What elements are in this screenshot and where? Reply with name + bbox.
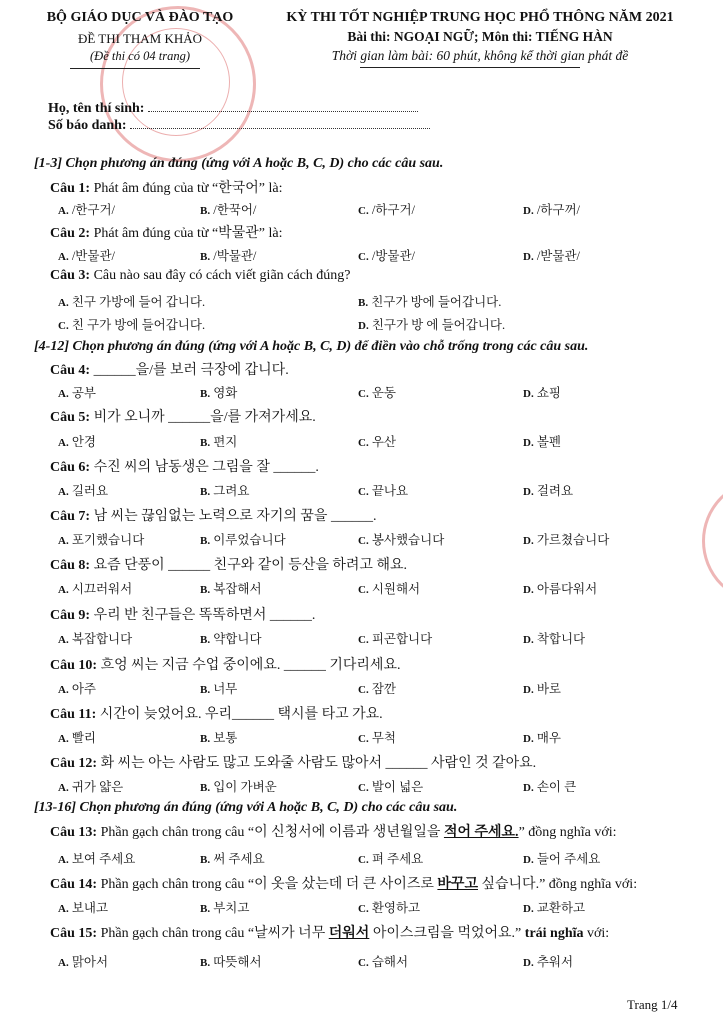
candidate-id-blank xyxy=(130,128,430,129)
question-text: ______을/를 보러 극장에 갑니다. xyxy=(93,363,289,378)
question-label: Câu 13: xyxy=(50,825,98,840)
candidate-name-label: Họ, tên thí sinh: xyxy=(48,101,145,116)
question-text: 수진 씨의 남동생은 그림을 잘 ______. xyxy=(93,460,319,475)
question-label: Câu 7: xyxy=(50,509,91,524)
question-text: 화 씨는 아는 사람도 많고 도와줄 사람도 많아서 ______ 사람인 것 같아요. xyxy=(100,756,537,771)
option-c[interactable]: C. 환영하고 xyxy=(358,901,421,915)
option-c[interactable]: C. 피곤합니다 xyxy=(358,632,433,646)
option-a[interactable]: A. /한구거/ xyxy=(58,203,115,217)
question-text: 우리 반 친구들은 똑똑하면서 ______. xyxy=(93,608,316,623)
question-text: 시간이 늦었어요. 우리______ 택시를 타고 가요. xyxy=(99,707,383,722)
option-d[interactable]: D. /하구꺼/ xyxy=(523,203,580,217)
question-label: Câu 14: xyxy=(50,877,98,892)
option-b[interactable]: B. /박물관/ xyxy=(200,249,257,263)
exam-subject: Bài thi: NGOẠI NGỮ; Môn thi: TIẾNG HÀN xyxy=(347,29,613,44)
option-d[interactable]: D. 아름다워서 xyxy=(523,582,598,596)
question-text: 비가 오니까 ______을/를 가져가세요. xyxy=(93,410,316,425)
option-c[interactable]: C. 봉사했습니다 xyxy=(358,533,445,547)
question-text: Câu nào sau đây có cách viết giãn cách đúng? xyxy=(93,268,351,283)
option-a[interactable]: A. 복잡합니다 xyxy=(58,632,133,646)
question-15: Câu 15: Phần gạch chân trong câu “날씨가 너무 더워서 아이스크림을 먹었어요.” trái nghĩa với: xyxy=(50,926,610,941)
option-a[interactable]: A. 길러요 xyxy=(58,484,109,498)
underlined-phrase: 바꾸고 xyxy=(437,877,478,892)
section-1-3-instructions: [1-3] Chọn phương án đúng (ứng với A hoặc B, C, D) cho các câu sau. xyxy=(34,156,444,171)
option-b[interactable]: B. 너무 xyxy=(200,682,238,696)
option-d[interactable]: D. 볼펜 xyxy=(523,435,561,449)
option-c[interactable]: C. 우산 xyxy=(358,435,396,449)
option-a[interactable]: A. 아주 xyxy=(58,682,96,696)
option-b[interactable]: B. 보통 xyxy=(200,731,238,745)
option-b[interactable]: B. 복잡해서 xyxy=(200,582,262,596)
option-a[interactable]: A. 시끄러워서 xyxy=(58,582,133,596)
question-5 xyxy=(50,406,316,426)
candidate-name-blank xyxy=(148,111,418,112)
question-9 xyxy=(50,604,315,624)
question-label: Câu 1: xyxy=(50,181,91,196)
option-c[interactable]: C. 시원해서 xyxy=(358,582,421,596)
option-a[interactable]: A. 친구 가방에 들어 갑니다. xyxy=(58,295,206,309)
option-a[interactable]: A. 빨리 xyxy=(58,731,96,745)
question-text: 흐엉 씨는 지금 수업 중이에요. ______ 기다리세요. xyxy=(100,658,401,673)
option-a[interactable]: A. 보내고 xyxy=(58,901,109,915)
question-label: Câu 6: xyxy=(50,460,91,475)
question-label: Câu 8: xyxy=(50,558,91,573)
question-text: Phát âm đúng của từ “박물관” là: xyxy=(93,226,283,241)
underlined-phrase: 더워서 xyxy=(328,926,370,941)
question-7 xyxy=(50,505,376,525)
option-c[interactable]: C. 잠깐 xyxy=(358,682,396,696)
option-c[interactable]: C. 습해서 xyxy=(358,955,409,969)
option-b[interactable]: B. /한꾹어/ xyxy=(200,203,257,217)
option-b[interactable]: B. 따뜻해서 xyxy=(200,955,262,969)
option-b[interactable]: B. 부치고 xyxy=(200,901,250,915)
option-d[interactable]: D. 친구가 방 에 들어갑니다. xyxy=(358,318,506,332)
option-a[interactable]: A. 포기했습니다 xyxy=(58,533,145,547)
option-d[interactable]: D. 들어 주세요 xyxy=(523,852,601,866)
question-label: Câu 5: xyxy=(50,410,91,425)
exam-type: ĐỀ THI THAM KHẢO xyxy=(77,31,203,46)
option-b[interactable]: B. 이루었습니다 xyxy=(200,533,286,547)
question-text: 남 씨는 끊임없는 노력으로 자기의 꿈을 ______. xyxy=(93,509,377,524)
pages-note: (Đề thi có 04 trang) xyxy=(90,49,190,63)
question-14: Câu 14: Phần gạch chân trong câu “이 옷을 샀는데 더 큰 사이즈로 바꾸고 싶습니다.” đồng nghĩa với: xyxy=(50,877,638,892)
question-6 xyxy=(50,456,319,476)
option-d[interactable]: D. /받물관/ xyxy=(523,249,580,263)
question-3 xyxy=(50,268,351,284)
question-label: Câu 2: xyxy=(50,226,91,241)
question-10 xyxy=(50,654,400,674)
underlined-phrase: 적어 주세요. xyxy=(443,825,519,840)
question-1 xyxy=(50,177,282,197)
candidate-name-row xyxy=(48,101,418,117)
option-d[interactable]: D. 교환하고 xyxy=(523,901,586,915)
candidate-id-row xyxy=(48,118,430,134)
option-c[interactable]: C. 펴 주세요 xyxy=(358,852,424,866)
option-d[interactable]: D. 바로 xyxy=(523,682,561,696)
option-a[interactable]: A. 맑아서 xyxy=(58,955,109,969)
section-4-12-instructions: [4-12] Chọn phương án đúng (ứng với A hoặc B, C, D) để điền vào chỗ trống trong các câu sau. xyxy=(34,339,589,354)
candidate-id-label: Số báo danh: xyxy=(48,118,127,133)
option-b[interactable]: B. 입이 가벼운 xyxy=(200,780,277,794)
question-13: Câu 13: Phần gạch chân trong câu “이 신청서에 이름과 생년월일을 적어 주세요.” đồng nghĩa với: xyxy=(50,825,617,840)
question-text: 요즘 단풍이 ______ 친구와 같이 등산을 하려고 해요. xyxy=(93,558,407,573)
question-12 xyxy=(50,752,536,772)
question-label: Câu 12: xyxy=(50,756,98,771)
option-b[interactable]: B. 영화 xyxy=(200,386,238,400)
option-a[interactable]: A. 공부 xyxy=(58,386,96,400)
option-c[interactable]: C. 무척 xyxy=(358,731,396,745)
question-label: Câu 11: xyxy=(50,707,97,722)
option-d[interactable]: D. 걸려요 xyxy=(523,484,574,498)
exam-time: Thời gian làm bài: 60 phút, không kể thời gian phát đề xyxy=(331,48,629,63)
option-c[interactable]: C. /방물관/ xyxy=(358,249,415,263)
option-d[interactable]: D. 손이 큰 xyxy=(523,780,577,794)
option-a[interactable]: A. /반물관/ xyxy=(58,249,115,263)
option-b[interactable]: B. 친구가 방에 들어갑니다. xyxy=(358,295,502,309)
question-8 xyxy=(50,554,407,574)
option-b[interactable]: B. 써 주세요 xyxy=(200,852,265,866)
official-stamp-edge xyxy=(702,478,723,604)
option-d[interactable]: D. 매우 xyxy=(523,731,561,745)
option-b[interactable]: B. 그려요 xyxy=(200,484,250,498)
question-label: Câu 9: xyxy=(50,608,91,623)
option-c[interactable]: C. 발이 넓은 xyxy=(358,780,424,794)
question-label: Câu 4: xyxy=(50,363,91,378)
question-4 xyxy=(50,359,289,379)
option-c[interactable]: C. /하구거/ xyxy=(358,203,415,217)
exam-title: KỲ THI TỐT NGHIỆP TRUNG HỌC PHỔ THÔNG NĂM 2021 xyxy=(286,10,674,25)
option-c[interactable]: C. 친 구가 방에 들어갑니다. xyxy=(58,318,206,332)
option-c[interactable]: C. 운동 xyxy=(358,386,396,400)
option-c[interactable]: C. 끝나요 xyxy=(358,484,409,498)
option-d[interactable]: D. 쇼핑 xyxy=(523,386,561,400)
option-a[interactable]: A. 귀가 얇은 xyxy=(58,780,124,794)
header-left-rule xyxy=(70,68,200,69)
question-label: Câu 15: xyxy=(50,926,98,941)
option-b[interactable]: B. 편지 xyxy=(200,435,238,449)
option-d[interactable]: D. 추워서 xyxy=(523,955,574,969)
question-11 xyxy=(50,703,383,723)
question-text: Phát âm đúng của từ “한국어” là: xyxy=(93,181,283,196)
header-right-rule xyxy=(360,67,580,68)
option-a[interactable]: A. 안경 xyxy=(58,435,96,449)
question-2 xyxy=(50,222,282,242)
section-13-16-instructions: [13-16] Chọn phương án đúng (ứng với A hoặc B, C, D) cho các câu sau. xyxy=(34,800,458,815)
ministry-name: BỘ GIÁO DỤC VÀ ĐÀO TẠO xyxy=(46,10,234,25)
page-number: Trang 1/4 xyxy=(627,997,678,1012)
question-label: Câu 3: xyxy=(50,268,91,283)
option-d[interactable]: D. 착합니다 xyxy=(523,632,586,646)
option-b[interactable]: B. 약합니다 xyxy=(200,632,262,646)
option-a[interactable]: A. 보여 주세요 xyxy=(58,852,136,866)
option-d[interactable]: D. 가르쳤습니다 xyxy=(523,533,610,547)
question-label: Câu 10: xyxy=(50,658,98,673)
